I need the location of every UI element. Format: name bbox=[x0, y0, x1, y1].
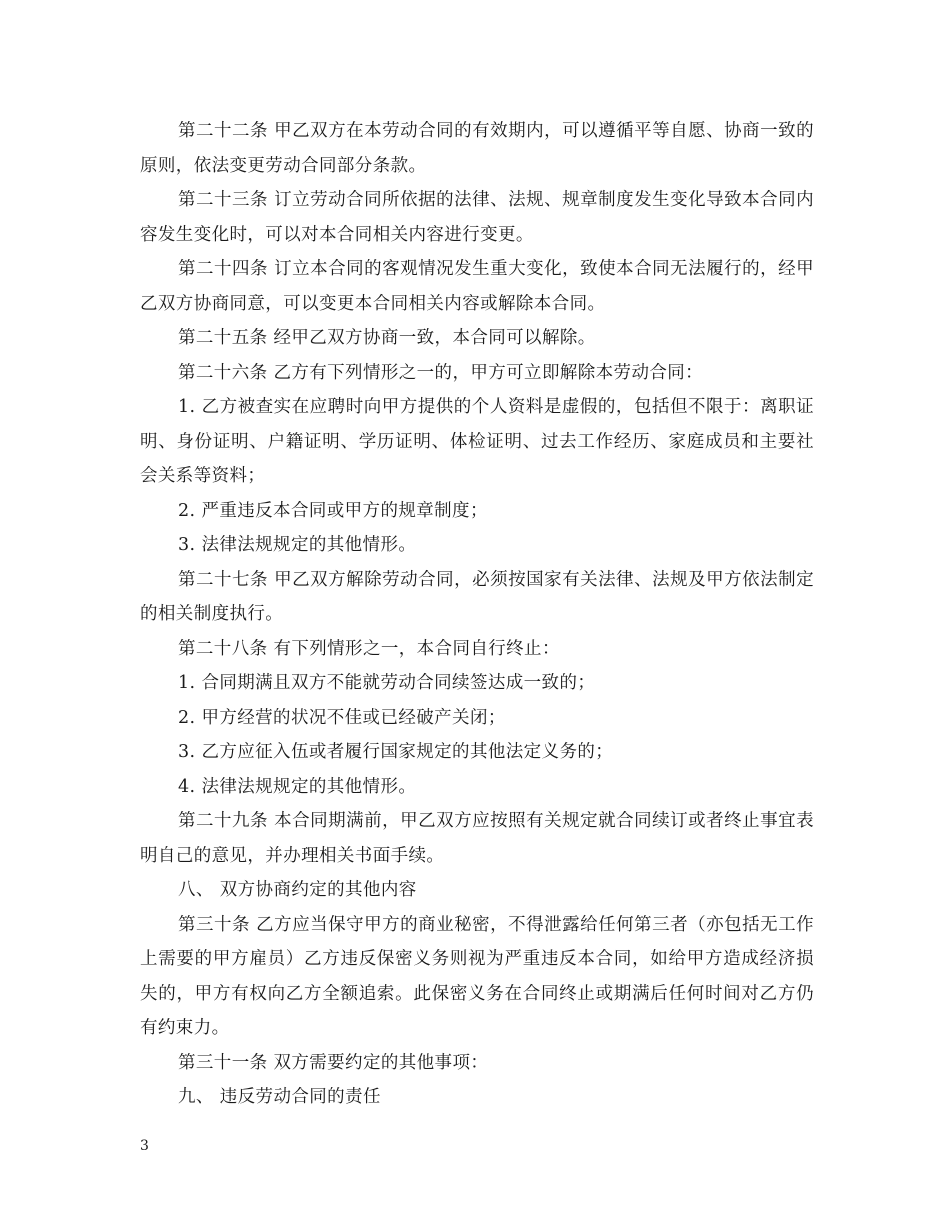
article-22: 第二十二条 甲乙双方在本劳动合同的有效期内，可以遵循平等自愿、协商一致的原则，依法变更劳动合同部分条款。 bbox=[140, 121, 814, 176]
article-26-item-2: 2. 严重违反本合同或甲方的规章制度； bbox=[178, 500, 488, 521]
article-26-item-1: 1. 乙方被查实在应聘时向甲方提供的个人资料是虚假的，包括但不限于：离职证明、身份证明、户籍证明、学历证明、体检证明、过去工作经历、家庭成员和主要社会关系等资料； bbox=[140, 397, 814, 486]
section-heading-8: 八、 双方协商约定的其他内容 bbox=[178, 880, 417, 900]
article-27: 第二十七条 甲乙双方解除劳动合同，必须按国家有关法律、法规及甲方依法制定的相关制度执行。 bbox=[140, 569, 814, 624]
article-28-item-3: 3. 乙方应征入伍或者履行国家规定的其他法定义务的； bbox=[178, 742, 614, 762]
article-29: 第二十九条 本合同期满前，甲乙双方应按照有关规定就合同续订或者终止事宜表明自己的意见，并办理相关书面手续。 bbox=[140, 811, 814, 866]
article-28: 第二十八条 有下列情形之一，本合同自行终止： bbox=[178, 638, 560, 659]
article-30: 第三十条 乙方应当保守甲方的商业秘密，不得泄露给任何第三者（亦包括无工作上需要的甲方雇员）乙方违反保密义务则视为严重违反本合同，如给甲方造成经济损失的，甲方有权向乙方全额追索。此保密义务在合同终止或期满后任何时间对乙方仍有约束力。 bbox=[140, 914, 814, 1038]
section-heading-9: 九、 违反劳动合同的责任 bbox=[178, 1087, 381, 1107]
page-number: 3 bbox=[140, 1138, 149, 1154]
article-24: 第二十四条 订立本合同的客观情况发生重大变化，致使本合同无法履行的，经甲乙双方协商同意，可以变更本合同相关内容或解除本合同。 bbox=[140, 259, 814, 314]
article-28-item-1: 1. 合同期满且双方不能就劳动合同续签达成一致的； bbox=[178, 673, 596, 693]
document-body bbox=[140, 114, 814, 1115]
article-23: 第二十三条 订立劳动合同所依据的法律、法规、规章制度发生变化导致本合同内容发生变化时，可以对本合同相关内容进行变更。 bbox=[140, 190, 814, 245]
article-25: 第二十五条 经甲乙双方协商一致，本合同可以解除。 bbox=[178, 328, 596, 348]
article-28-item-2: 2. 甲方经营的状况不佳或已经破产关闭； bbox=[178, 707, 506, 728]
article-26: 第二十六条 乙方有下列情形之一的，甲方可立即解除本劳动合同： bbox=[178, 362, 704, 383]
article-26-item-3: 3. 法律法规规定的其他情形。 bbox=[178, 535, 417, 555]
article-28-item-4: 4. 法律法规规定的其他情形。 bbox=[178, 776, 417, 797]
article-31: 第三十一条 双方需要约定的其他事项： bbox=[178, 1052, 489, 1073]
